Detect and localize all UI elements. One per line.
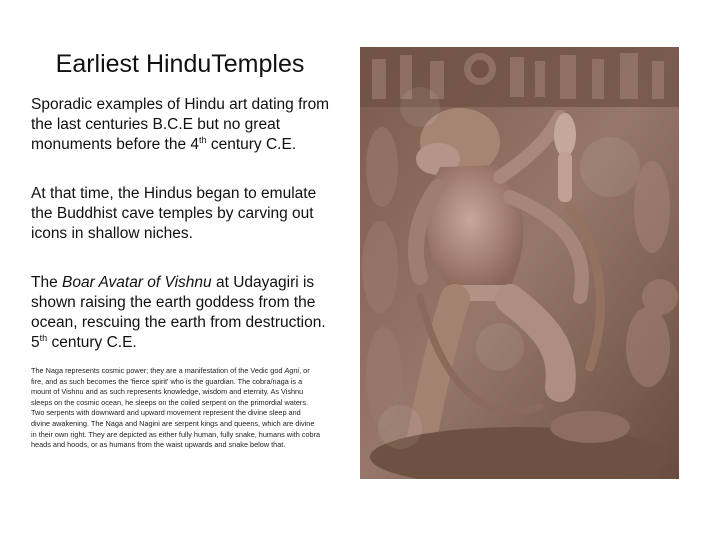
paragraph-boar-avatar (31, 273, 331, 353)
note-text-end: , or fire, and as such becomes the 'fierce spirit' who is the guardian. The cobra/naga is a mount of Vishnu and as such represents knowledge, wisdom and eternity. As Vishnu sleeps on the cosmic ocean, he sleeps on the coiled serpent on the primordial waters. Two serpents with downward and upward movement represent the divine sleep and divine awakening. The Naga and Nagini are serpent kings and queens, which are divine in their own right. They are depicted as either fully human, fully snake, humans with cobra heads and hoods, or as humans from the waist upwards and snake below that. (31, 366, 321, 450)
paragraph-cave-temples: At that time, the Hindus began to emulate the Buddhist cave temples by carving out icons in shallow niches. (31, 185, 317, 242)
p1-text-end: century C.E. (206, 136, 297, 153)
p1-superscript: th (199, 135, 207, 145)
p3-text-end: century C.E. (47, 334, 137, 351)
naga-footnote (31, 366, 321, 451)
p3-text-middle: at Udayagiri is shown raising the earth goddess from the ocean, rescuing the earth from destruction. 5 (31, 274, 326, 351)
note-text-start: The Naga represents cosmic power; they are a manifestation of the Vedic god (31, 366, 285, 375)
p3-text-start: The (31, 274, 63, 291)
paragraph-early-examples (31, 95, 331, 155)
slide-title: Earliest HinduTemples (55, 50, 305, 78)
relief-illustration (360, 47, 679, 479)
boar-avatar-relief-photo (360, 47, 679, 479)
p1-text: Sporadic examples of Hindu art dating from the last centuries B.C.E but no great monuments before the 4 (31, 96, 330, 153)
p3-italic-title: Boar Avatar of Vishnu (62, 274, 212, 291)
note-italic-agni: Agni (284, 366, 300, 375)
p3-superscript: th (39, 333, 48, 343)
